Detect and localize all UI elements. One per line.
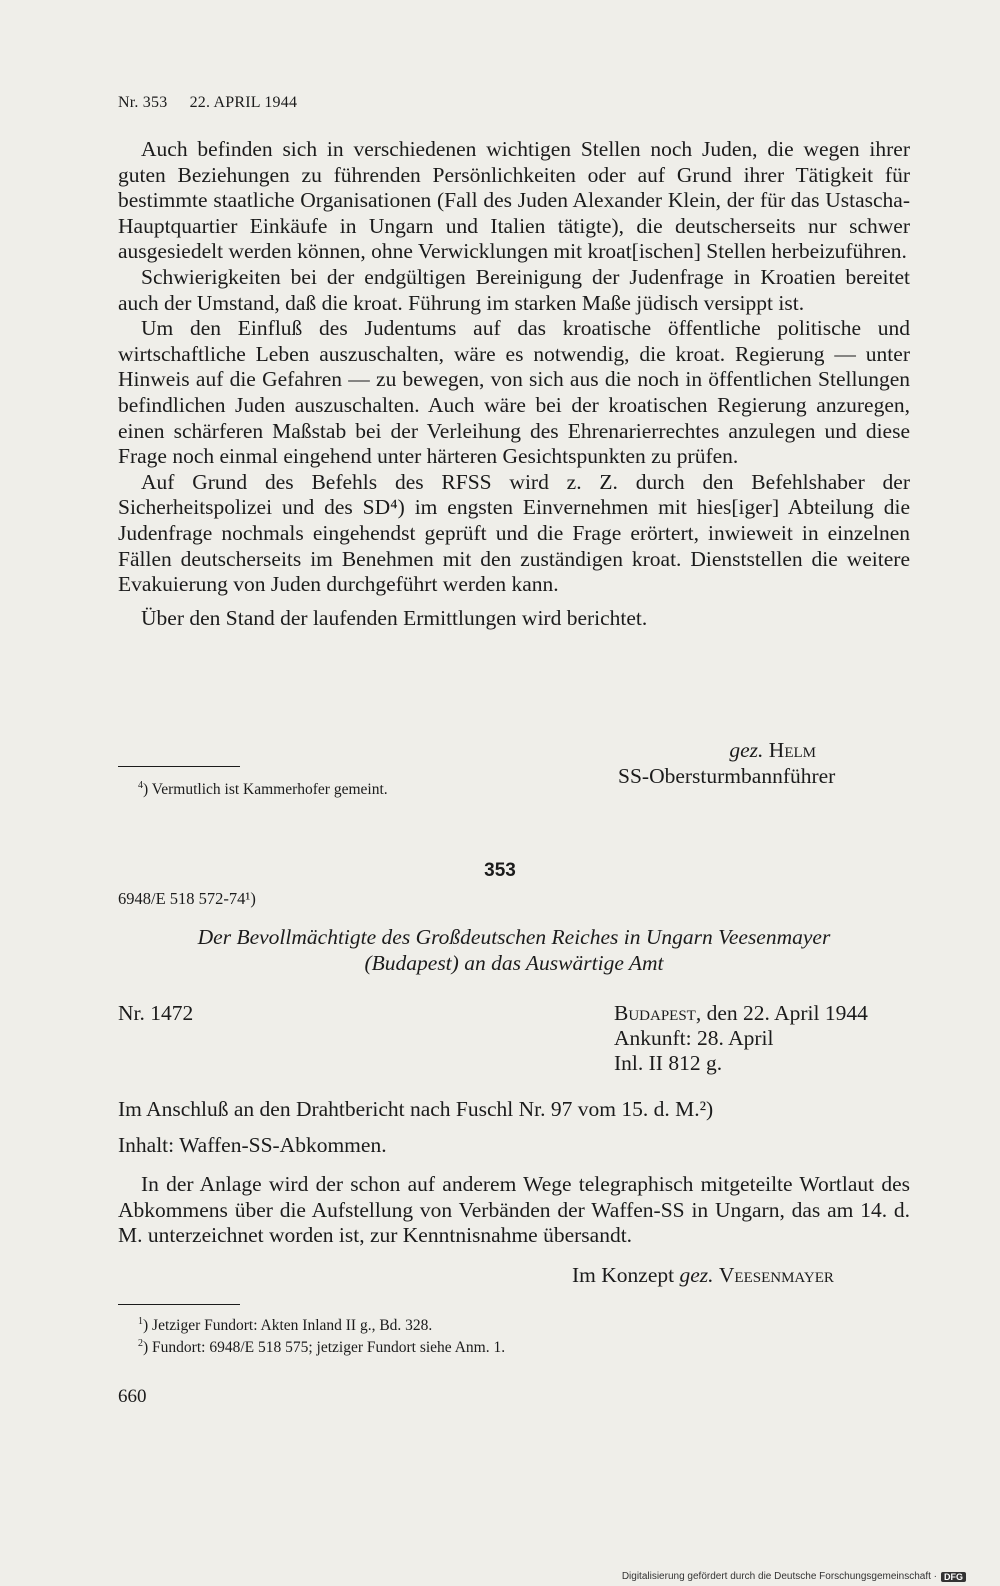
document-heading (118, 924, 910, 976)
footnote-1: $^1$) Jetziger Fundort: Akten Inland II g., Bd. 328. (138, 1316, 433, 1335)
signature-rank: SS-Obersturmbannführer (618, 764, 836, 788)
running-head (118, 94, 297, 112)
digitization-credit (622, 1571, 966, 1582)
paragraph-1: Auch befinden sich in verschiedenen wichtigen Stellen noch Juden, die wegen ihrer guten Beziehungen zu führenden Persönlichkeiten oder auf Grund ihrer Tätigkeit für bestimmte staatliche Organisationen (Fall des Juden Alexander Klein, der für das Ustascha-Hauptquartier Einkäufe in Ungarn und Italien tätigte), die deutscherseits nur schwer ausgesiedelt werden können, ohne Verwicklungen mit kroat[ischen] Stellen herbeizuführen. (118, 137, 910, 264)
signature-helm (618, 737, 918, 763)
dfg-logo: DFG (941, 1572, 966, 1582)
footnote-rule-2 (118, 1304, 240, 1305)
signature-veesenmayer (572, 1262, 834, 1288)
enclosure-text: In der Anlage wird der schon auf anderem Wege telegraphisch mitgeteilte Wortlaut des Abkommens über die Aufstellung von Verbänden der Waffen-SS in Ungarn, das am 14. d. M. unterzeichnet worden ist, zur Kenntnisnahme übersandt. (118, 1172, 910, 1248)
credit-text: Digitalisierung gefördert durch die Deutsche Forschungsgemeinschaft · (621, 1571, 937, 1582)
signature-name: Helm (768, 738, 816, 762)
report-body (118, 137, 910, 631)
dateline-place: Budapest (614, 1001, 696, 1025)
document-number: 353 (484, 860, 516, 881)
heading-line-2: (Budapest) an das Auswärtige Amt (364, 951, 664, 975)
footnote-2: $^2$) Fundort: 6948/E 518 575; jetziger Fundort siehe Anm. 1. (138, 1338, 506, 1357)
enclosure-paragraph (118, 1172, 910, 1249)
registry-number: Inl. II 812 g. (614, 1051, 723, 1075)
footnote-2-mark: 2 (138, 1338, 143, 1349)
signature-gez: gez. (729, 738, 764, 762)
page-number: 660 (118, 1386, 147, 1407)
signature-2-prefix: Im Konzept (572, 1263, 675, 1287)
footnote-rule (118, 766, 240, 767)
telegram-number: Nr. 1472 (118, 1001, 194, 1025)
subject-line: Inhalt: Waffen-SS-Abkommen. (118, 1133, 387, 1157)
paragraph-4: Auf Grund des Befehls des RFSS wird z. Z. durch den Befehlshaber der Sicherheitspolizei und des SD⁴) im engsten Einvernehmen mit hies[iger] Abteilung die Judenfrage nochmals eingehendst geprüft und die Frage erörtert, inwieweit in einzelnen Fällen deutscherseits im Benehmen mit den zuständigen kroat. Dienststellen die weitere Evakuierung von Juden durchgeführt werden kann. (118, 469, 910, 597)
paragraph-5: Über den Stand der laufenden Ermittlungen wird berichtet. (141, 605, 648, 630)
signature-2-name: Veesenmayer (718, 1263, 834, 1287)
paragraph-2: Schwierigkeiten bei der endgültigen Bereinigung der Judenfrage in Kroatien bereitet auch der Umstand, daß die kroat. Führung im starken Maße jüdisch versippt ist. (118, 264, 910, 315)
dateline (614, 1000, 868, 1026)
reference-line: Im Anschluß an den Drahtbericht nach Fuschl Nr. 97 vom 15. d. M.²) (118, 1097, 714, 1121)
footnote-1-mark: 1 (138, 1316, 143, 1327)
paragraph-3: Um den Einfluß des Judentums auf das kroatische öffentliche politische und wirtschaftliche Leben auszuschalten, wäre es notwendig, die kroat. Regierung — unter Hinweis auf die Gefahren — zu bewegen, von sich aus die noch in öffentlichen Stellungen befindlichen Juden auszuschalten. Auch wäre bei der kroatischen Regierung anzuregen, einen schärferen Maßstab bei der Verleihung des Ehrenarierrechtes anzulegen und diese Frage noch einmal eingehend unter härteren Gesichtspunkten zu prüfen. (118, 316, 910, 469)
footnote-2-text: Fundort: 6948/E 518 575; jetziger Fundort siehe Anm. 1. (152, 1339, 506, 1357)
footnote-4-text: Vermutlich ist Kammerhofer gemeint. (151, 781, 388, 799)
running-head-number: Nr. 353 (118, 94, 168, 111)
heading-line-1: Der Bevollmächtigte des Großdeutschen Reiches in Ungarn Veesenmayer (197, 925, 831, 949)
arrival-date: Ankunft: 28. April (614, 1026, 774, 1050)
footnote-4: $^4$) Vermutlich ist Kammerhofer gemeint. (138, 780, 388, 799)
signature-2-gez: gez. (679, 1263, 714, 1287)
running-head-date: 22. APRIL 1944 (189, 94, 298, 111)
dateline-date: , den 22. April 1944 (695, 1001, 868, 1025)
film-number: 6948/E 518 572-74¹) (118, 889, 256, 908)
footnote-1-text: Jetziger Fundort: Akten Inland II g., Bd. 328. (152, 1317, 433, 1335)
footnote-4-mark: 4 (138, 780, 143, 791)
